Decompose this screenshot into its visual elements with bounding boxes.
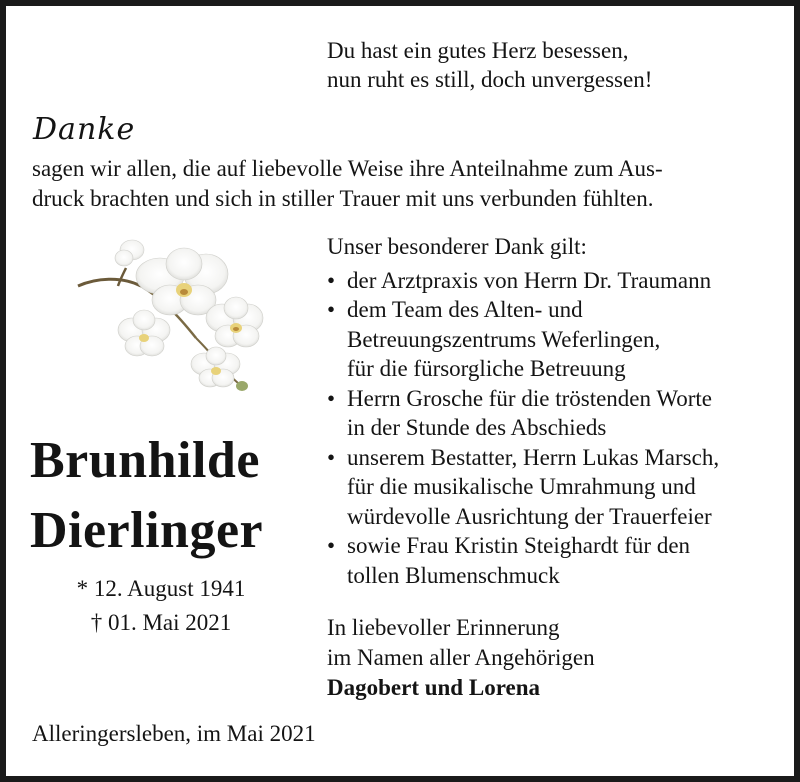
- list-item-line: unserem Bestatter, Herrn Lukas Marsch,: [347, 444, 720, 470]
- list-item-line: für die fürsorgliche Betreuung: [347, 356, 626, 381]
- mourners-names: Dagobert und Lorena: [327, 675, 540, 700]
- list-item-line: dem Team des Alten- und: [347, 297, 583, 322]
- birth-date: * 12. August 1941: [76, 576, 246, 601]
- list-item: [327, 266, 787, 296]
- bullet: •: [327, 297, 336, 322]
- closing-line: In liebevoller Erinnerung: [327, 615, 560, 640]
- deceased-first-name: Brunhilde: [30, 432, 260, 489]
- list-item: [327, 295, 787, 384]
- special-thanks-intro: Unser besonderer Dank gilt:: [327, 234, 587, 259]
- bullet: •: [327, 267, 336, 293]
- thanks-heading: Danke: [33, 112, 136, 147]
- list-item: [327, 531, 787, 590]
- thanks-line: druck brachten und sich in stiller Trauer mit uns verbunden fühlten.: [32, 186, 654, 211]
- bullet: •: [327, 385, 336, 411]
- list-item-line: Herrn Grosche für die tröstenden Worte: [347, 385, 712, 411]
- list-item-line: sowie Frau Kristin Steighardt für den: [347, 533, 691, 558]
- list-item: [327, 384, 787, 443]
- life-dates: [26, 572, 296, 640]
- orchid-flowers-image: [66, 228, 266, 398]
- special-thanks: [327, 232, 787, 590]
- thanks-text: [32, 154, 782, 214]
- special-thanks-list: [327, 266, 787, 591]
- bullet: •: [327, 533, 336, 558]
- list-item-line: für die musikalische Umrahmung und: [347, 474, 696, 499]
- list-item-line: der Arztpraxis von Herrn Dr. Traumann: [347, 267, 712, 293]
- closing-line: im Namen aller Angehörigen: [327, 645, 595, 670]
- list-item: [327, 443, 787, 532]
- list-item-line: würdevolle Ausrichtung der Trauerfeier: [347, 503, 712, 529]
- thanks-line: sagen wir allen, die auf liebevolle Weise ihre Anteilnahme zum Aus-: [32, 156, 663, 181]
- list-item-line: Betreuungszentrums Weferlingen,: [347, 326, 661, 352]
- deceased-last-name: Dierlinger: [30, 502, 264, 559]
- death-date: † 01. Mai 2021: [90, 610, 232, 635]
- list-item-line: in der Stunde des Abschieds: [347, 415, 607, 440]
- poem-line: Du hast ein gutes Herz besessen,: [327, 38, 629, 63]
- poem: [327, 36, 652, 94]
- bullet: •: [327, 444, 336, 470]
- place-date: Alleringersleben, im Mai 2021: [32, 721, 316, 746]
- list-item-line: tollen Blumenschmuck: [347, 562, 560, 588]
- deceased-name: [30, 426, 320, 566]
- obituary-card: [6, 6, 794, 776]
- closing: [327, 613, 595, 703]
- poem-line: nun ruht es still, doch unvergessen!: [327, 67, 653, 92]
